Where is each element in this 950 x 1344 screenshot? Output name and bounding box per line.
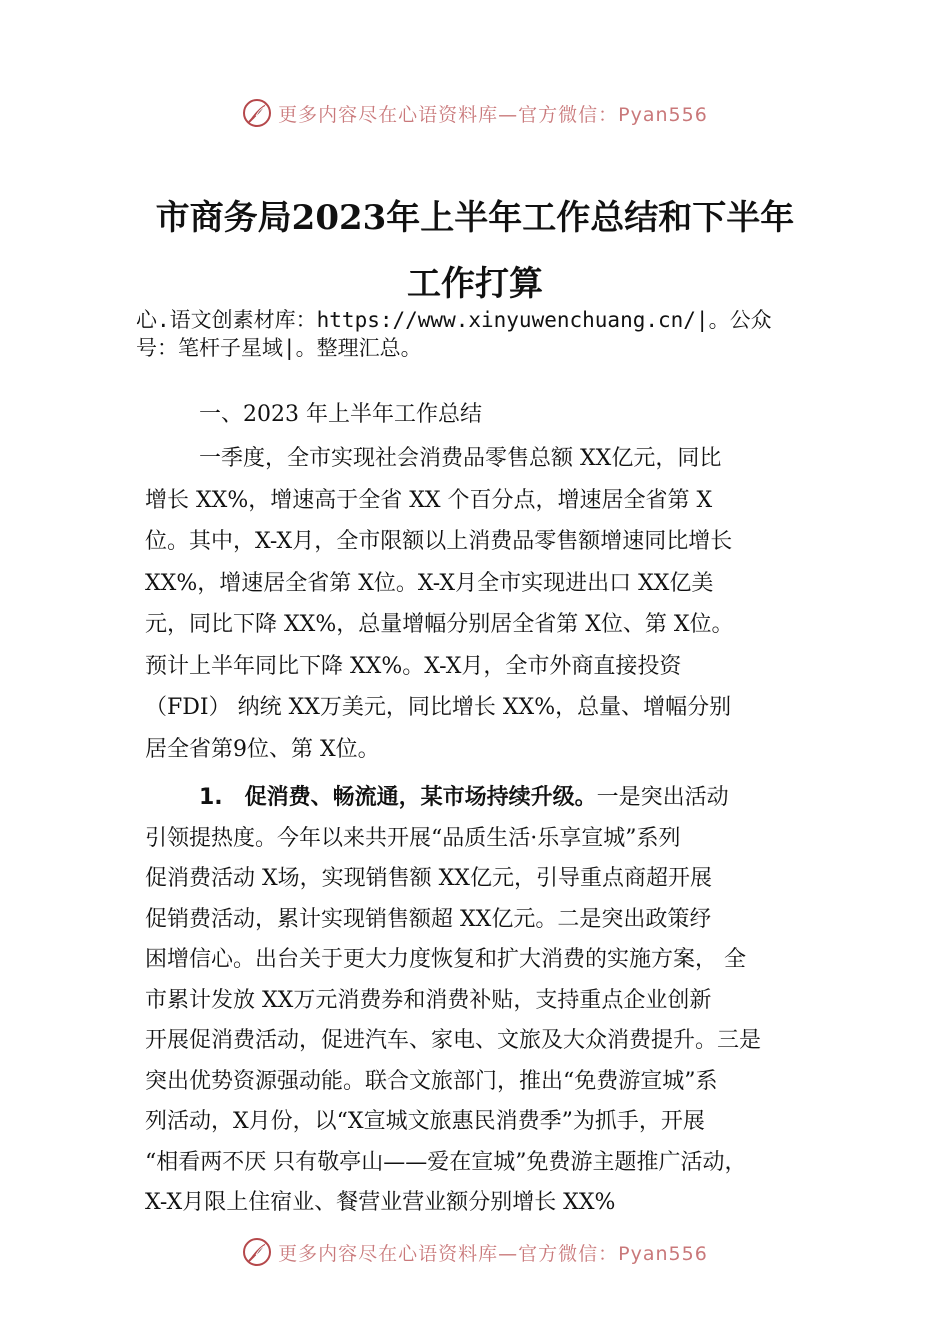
quill-logo-icon	[242, 1237, 272, 1267]
paragraph-line: 促消费活动 X场，实现销售额 XX亿元，引导重点商超开展	[145, 866, 712, 891]
paragraph-line: 一季度，全市实现社会消费品零售总额 XX亿元，同比	[199, 446, 722, 471]
header-banner	[0, 93, 950, 133]
paragraph-line: X-X月限上住宿业、餐营业营业额分别增长 XX%	[145, 1190, 616, 1215]
paragraph-line: 引领提热度。今年以来共开展“品质生活·乐享宣城”系列	[145, 825, 681, 851]
paragraph-line: XX%，增速居全省第 X位。X-X月全市实现进出口 XX亿美	[145, 570, 714, 596]
source-note-line-1: 心.语文创素材库：https://www.xinyuwenchuang.cn/|。公众	[136, 308, 772, 332]
paragraph-line: 突出优势资源强动能。联合文旅部门，推出“免费游宣城”系	[145, 1068, 718, 1094]
subsection-heading: 1. 促消费、畅流通，某市场持续升级。	[199, 785, 597, 810]
paragraph-line: 增长 XX%，增速高于全省 XX 个百分点，增速居全省第 X	[145, 487, 713, 513]
footer-banner	[0, 1232, 950, 1272]
footer-banner-text: 更多内容尽在心语资料库—官方微信：Pyan556	[278, 1242, 708, 1265]
document-title-line-1: 市商务局2023年上半年工作总结和下半年	[155, 198, 795, 238]
paragraph-line: （FDI） 纳统 XX万美元，同比增长 XX%，总量、增幅分别	[145, 695, 732, 720]
paragraph-line: 开展促消费活动，促进汽车、家电、文旅及大众消费提升。三是	[145, 1028, 762, 1053]
document-title-line-2: 工作打算	[407, 264, 543, 304]
paragraph-line: 困增信心。出台关于更大力度恢复和扩大消费的实施方案， 全	[145, 947, 746, 972]
quill-logo-icon	[242, 98, 272, 128]
paragraph-line: 居全省第9位、第 X位。	[145, 736, 380, 762]
header-banner-text: 更多内容尽在心语资料库—官方微信：Pyan556	[278, 103, 708, 126]
paragraph-line	[145, 778, 825, 819]
paragraph-line: 促销费活动，累计实现销售额超 XX亿元。二是突出政策纾	[145, 906, 712, 932]
paragraph-consumption	[145, 778, 825, 1224]
source-note	[136, 306, 826, 362]
paragraph-line: “相看两不厌 只有敬亭山——爱在宣城”免费游主题推广活动，	[145, 1149, 747, 1175]
paragraph-line: 市累计发放 XX万元消费券和消费补贴，支持重点企业创新	[145, 987, 712, 1013]
paragraph-summary	[145, 438, 825, 770]
paragraph-line-rest: 一是突出活动	[596, 785, 729, 810]
paragraph-line: 列活动，X月份，以“X宣城文旅惠民消费季”为抓手，开展	[145, 1109, 705, 1134]
section-heading: 一、2023 年上半年工作总结	[199, 402, 482, 427]
paragraph-line: 预计上半年同比下降 XX%。X-X月，全市外商直接投资	[145, 653, 682, 679]
source-note-line-2: 号：笔杆子星域|。整理汇总。	[136, 336, 422, 360]
paragraph-line: 位。其中，X-X月，全市限额以上消费品零售额增速同比增长	[145, 529, 733, 554]
paragraph-line: 元，同比下降 XX%，总量增幅分别居全省第 X位、第 X位。	[145, 612, 734, 637]
